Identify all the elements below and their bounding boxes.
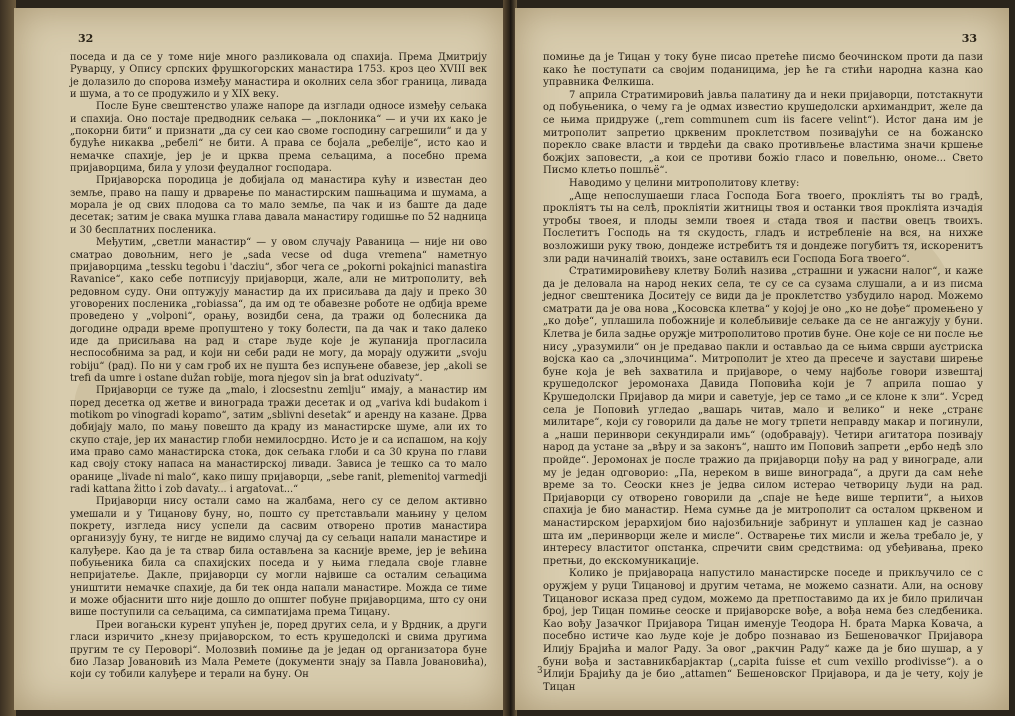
paragraph: 7 априла Стратимировић јавља палатину да и неки пријаворци, потстакнути од побуњеника, о чему га је одмах известио крушедолски архимандрит, желе да се њима придруже („rem communem cum iis facere velint“). Истог дана им је митрополит запретио црквеним проклетством позивајући се на божанско порекло свакe власти и тврдећи да свако противљење властима значи кршење божјих заповести, „а кои се противи божіо гласо и повельню, ономе... Свето Писмо клетьо пошльё“. — [543, 89, 983, 177]
paragraph: Пријаворска породица је добијала од манастира кућу и известан део земље, право на пашу и дрварење по манастирским пашњацима и шумама, а морала је од свих плодова са то мало земље, па чак и из баште да даде десетак; затим је свака мушка глава давала манастиру годишње по 52 надница и 30 бесплатних посленика. — [70, 175, 487, 236]
right-page — [515, 8, 1009, 710]
left-page-number: 32 — [78, 32, 94, 45]
quotation: „Аще непослушаеши гласа Господа Бога твоего, прокліятъ ты во градѣ, прокліятъ ты на селѣ, прокліятіи житницы твоя и останки твоя прокліята изчадія утробы твоея, и плоды земли твоея и стада твоя и пастви овецъ твоихъ. Послетитъ Господь на тя скудость, гладъ и истребленіе на вся, на нихже возложиши руку твою, дондеже истребитъ тя и дондеже погубитъ тя, искоренитъ зли ради начиналій твоихъ, зане оставилъ еси Господа Бога твоего“. — [543, 190, 983, 265]
paragraph: Пријаворци нису остали само на жалбама, него су се делом активно умешали и у Тицанову буну, но, пошто су претстављали мањину у целом покрету, изгледа нису успели да сасвим отворено против манастира организују буну, те нигде не видимо случај да су сељаци напали манастире и калуђере. Као да је та ствар била остављена за касније време, јер је већина побуњеника била са спахијских поседа и у њима гледала своје главне непријатеље. Дакле, пријаворци су могли највише са осталим сељацима уништити немачке спахије, да би тек онда напали манастире. Можда се тиме и може објаснити што није дошло до општег побуне пријаворцима, што су они више поступили са сељацима, са симпатијама према Тицану. — [70, 496, 487, 619]
paragraph: Колико је пријавораца напустило манастирске поседе и прикључило се с оружјем у руци Тицановој и другим четама, не можемо сазнати. Али, на основу Тицановог исказа пред судом, можемо да претпоставимо да их је било приличан број, јер Тицан помиње сеоске и пријаворске вође, а вођа нема без следбеника. Као вођу Јазачког Пријавора Тицан именује Теодора Н. брата Марка Ковача, а посебно истиче као људе које је добро познавао из Бешеновачког Пријавора Илију Брајића и малог Раду. За овог „ракчин Раду“ каже да је био шушар, а у буни вођа и заставникбарјактар („capita fuisse et cum vexillo prodivisse“). а о Илији Брајићу да је био „attamen“ Бешеновског Пријавора, и да је чету, коју је Тицан — [543, 568, 983, 693]
right-page-number: 33 — [961, 32, 977, 45]
signature-mark: 3 — [537, 666, 543, 676]
right-page-text — [543, 52, 983, 694]
left-page-text — [70, 52, 487, 682]
paragraph: помиње да је Тицан у току буне писао претеће писмо беочинском проти да пази како ће поступати са својим поданицима, јер ће га стићи народна казна као управника Фелкиша. — [543, 52, 983, 89]
paragraph: Стратимировићеву клетву Болић назива „страшни и ужасни налог“, и каже да је деловала на народ неких села, те су се са сузама слушали, а и из писма једног свештеника Доситеју се види да је проклетство узбудило народ. Можемо сматрати да је ова нова „Косовска клетва“ у којој је оно „ко не дође“ промењено у „ко дође“, уплашила побожније и колебљивије сељаке да се не ангажују у буни. Клетва је била задње оружје митрополитово против буне. Оне које се ни после ње нису „уразумили“ он је предавао пакли и остављао да се њима сврши аустриска војска као са „злочинцима“. Митрополит је хтео да пресече и заустави ширење буне која је већ захватила и пријаворе, о чему најбоље говори извештај крушедолског јеромонаха Давида Поповића који је 7 априла пошао у Крушедолски Пријавор да мири и саветује, јер се тамо „и се клоне к зли“. Усред села је Поповић угледао „вашарь читав, мало и велико“ и неке „странє милитаре“, који су говорили да даље не могу трпети неправду макар и погинули, а „наши перинвори секундирали имь“ (одобравају). Четири агитатора позивају народ да устане за „вѣру и за законъ“, нашто им Поповић запрети „ербо недѣ зло пройде“. Јеромонах је после тражио да пријаворци пођу на рад у винограде, али му је један одговорио: „Па, нереком в више винограда“, а други да сам неће време за то. Сеоски кнез је једва силом истерао четворицу људи на рад. Пријаворци су отворено говорили да „спаје не ћеде више терпити“, а њихов спахија је био манастир. Нема сумње да је митрополит са осталом црквеном и манастирском јерархијом био најозбиљније забринут и уплашен кад је сазнао шта им „перинворци желе и мисле“. Остварење тих мисли и жеља требало је, у интересу властитог опстанка, спречити свим средствима: од убеђивања, преко претњи, до екскомуникације. — [543, 266, 983, 567]
paragraph: Наводимо у целини митрополитову клетву: — [569, 177, 800, 189]
paragraph: После Буне свештенство улаже напоре да изглади односе између сељака и спахија. Оно постаје предводник сељака — „поклоника“ — и учи их како је „покорни бити“ и признати „да су сеи као своме господину сагрешили“ и да у будуће никаква „ребелі“ не бити. А права се бојала „ребеліје“, исто као и немачке спахије, јер је и црква према сељацима, а посебно према пријаворцима, била у улози феудалног господара. — [70, 101, 487, 175]
paragraph: Пријаворци се туже да „malo, i zlocsestnu zemlju“ имају, а манастир им поред десетка од жетве и винограда тражи десетак и од „variva kdi budakom i mоtikom po vinogradi kopamo“, затим „sblivni desetak“ и аренду на казане. Дрва добијају мало, по мању повешто да краду из манастирске шуме, али их то скупо стаје, јер их манастир глоби немилосрдно. Исто је и са испашом, на коју има право само манастирска стока, док сељака глоби и са 30 круна по глави кад своју стоку напаса на манастирској ливади. Зависа је тешко са то мало оранице „livade ni malo“, како пишу пријаворци, „sebe ranit, plemenitoj varmedji radi kattana žitto i zob davaty... i argatovat...“ — [70, 385, 487, 496]
paragraph: поседа и да се у томе није много разликовала од спахија. Према Дмитрију Руварцу, у Опису српских фрушкогорских манастира 1753. кроз цео XVIII век је долазило до спорова између манастира и околних села због граница, ливада и шума, а то се продужило и у XIX веку. — [70, 52, 487, 101]
paragraph: Преи вогањски курент упућен је, поред других села, и у Врдник, а други гласи изричито „кнезу пријаворском, то есть крушедолскі и свима другима пругим те су Пероворі“. Молозвић помиње да је један од организатора буне био Лазар Јовановић из Мала Ремете (документи знају за Павла Јовановића), који су тобили калуђере и терали на буну. Он — [70, 619, 487, 681]
paragraph: Међутим, „светли манастир“ — у овом случају Раваница — није ни ово сматрао довољним, него је „sada vecse od duga vremena“ наметнуо пријаворцима „tessku tegobu i 'dacziu“, због чега се „pokornі pokajnici manastira Ravanice“, како себе потписују пријаворци, жале, али не митрополиту, већ редовном суду. Они оптужују манастир да их присиљава да дају и преко 30 уговорених посленика „robiassa“, да им од те обавезне роботе не одбија време проведено у „volponi“, орању, возидби сена, да тражи од болесника да догодине одради време пропуштено у току болести, па да чак и тако далеко иде да присиљава на рад и старе људе које је жупанија прогласила неспособнима за рад, и који ни себи ради не могу, да морају одужити „svoju robiju“ (рад). По ни у сам гроб их не пушта без испуњене обавезе, јер „akoli se trefi da umre i ostane dužan robije, mora njegov sin ja brat oduzivaty“. — [70, 237, 487, 384]
left-page — [14, 8, 505, 710]
